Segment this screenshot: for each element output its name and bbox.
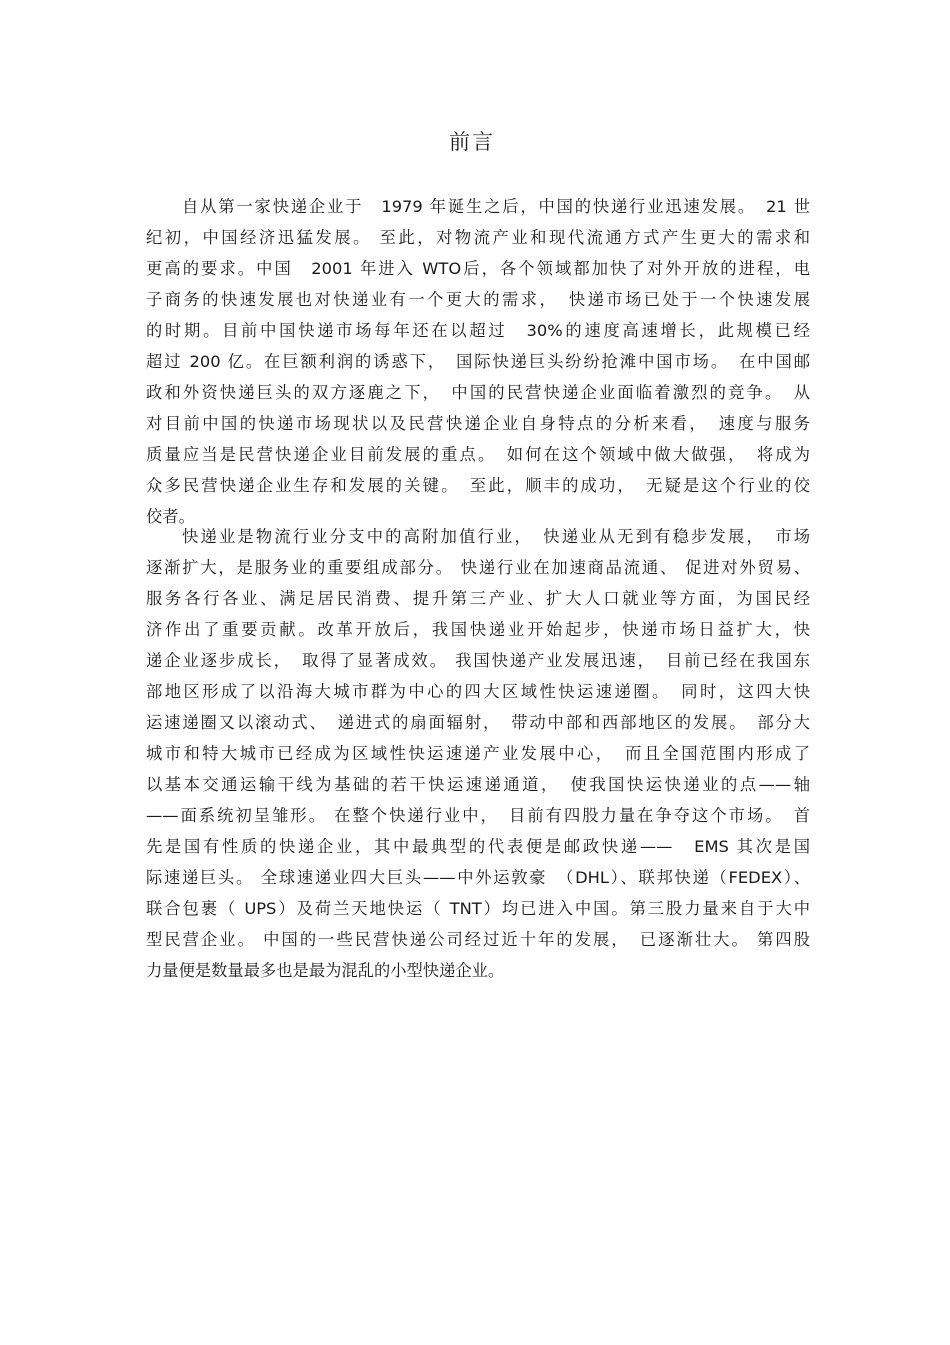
paragraph-2 <box>146 521 810 986</box>
text-line: 递企业逐步成长， 取得了显著成效。 我国快递产业发展迅速， 目前已经在我国东 <box>146 651 810 670</box>
text-line: 子商务的快速发展也对快递业有一个更大的需求， 快递市场已处于一个快速发展 <box>146 290 810 309</box>
text-line: 济作出了重要贡献。改革开放后，我国快递业开始起步，快递市场日益扩大，快 <box>146 620 810 639</box>
text-line: 运速递圈又以滚动式、 递进式的扇面辐射， 带动中部和西部地区的发展。 部分大 <box>146 713 810 732</box>
text-line: 部地区形成了以沿海大城市群为中心的四大区域性快运速递圈。 同时，这四大快 <box>146 682 810 701</box>
text-line: 联合包裹（ UPS）及荷兰天地快运（ TNT）均已进入中国。第三股力量来自于大中 <box>146 899 810 918</box>
page-title: 前言 <box>449 130 495 154</box>
text-line: 服务各行各业、满足居民消费、提升第三产业、扩大人口就业等方面，为国民经 <box>146 589 810 608</box>
text-line: 众多民营快递企业生存和发展的关键。 至此，顺丰的成功， 无疑是这个行业的佼 <box>146 476 810 495</box>
text-line: 以基本交通运输干线为基础的若干快运速递通道， 使我国快运快递业的点——轴 <box>146 775 810 794</box>
text-line: 先是国有性质的快递企业，其中最典型的代表便是邮政快递—— EMS 其次是国 <box>146 837 810 856</box>
text-line: 城市和特大城市已经成为区域性快运速递产业发展中心， 而且全国范围内形成了 <box>146 744 810 763</box>
text-line: 型民营企业。 中国的一些民营快递公司经过近十年的发展， 已逐渐壮大。 第四股 <box>146 930 810 949</box>
text-line: 质量应当是民营快递企业目前发展的重点。 如何在这个领域中做大做强， 将成为 <box>146 445 810 464</box>
text-line: 际速递巨头。 全球速递业四大巨头——中外运敦豪 （DHL）、联邦快递（FEDEX）、 <box>146 868 810 887</box>
text-line: 超过 200 亿。在巨额利润的诱惑下， 国际快递巨头纷纷抢滩中国市场。 在中国邮 <box>146 352 810 371</box>
text-line: 逐渐扩大，是服务业的重要组成部分。 快递行业在加速商品流通、 促进对外贸易、 <box>146 558 810 577</box>
text-line: 力量便是数量最多也是最为混乱的小型快递企业。 <box>146 961 505 980</box>
paragraph-1 <box>146 191 810 532</box>
text-line: 快递业是物流行业分支中的高附加值行业， 快递业从无到有稳步发展， 市场 <box>182 527 810 546</box>
text-line: 自从第一家快递企业于 1979 年诞生之后，中国的快递行业迅速发展。 21 世 <box>182 197 810 216</box>
text-line: 更高的要求。中国 2001 年进入 WTO后，各个领域都加快了对外开放的进程，电 <box>146 259 810 278</box>
text-line: 纪初，中国经济迅猛发展。 至此，对物流产业和现代流通方式产生更大的需求和 <box>146 228 810 247</box>
text-line: 佼者。 <box>146 507 195 526</box>
text-line: 政和外资快递巨头的双方逐鹿之下， 中国的民营快递企业面临着激烈的竞争。 从 <box>146 383 810 402</box>
text-line: 的时期。目前中国快递市场每年还在以超过 30%的速度高速增长，此规模已经 <box>146 321 810 340</box>
text-line: 对目前中国的快递市场现状以及民营快递企业自身特点的分析来看， 速度与服务 <box>146 414 810 433</box>
text-line: ——面系统初呈雏形。 在整个快递行业中， 目前有四股力量在争夺这个市场。 首 <box>146 806 810 825</box>
